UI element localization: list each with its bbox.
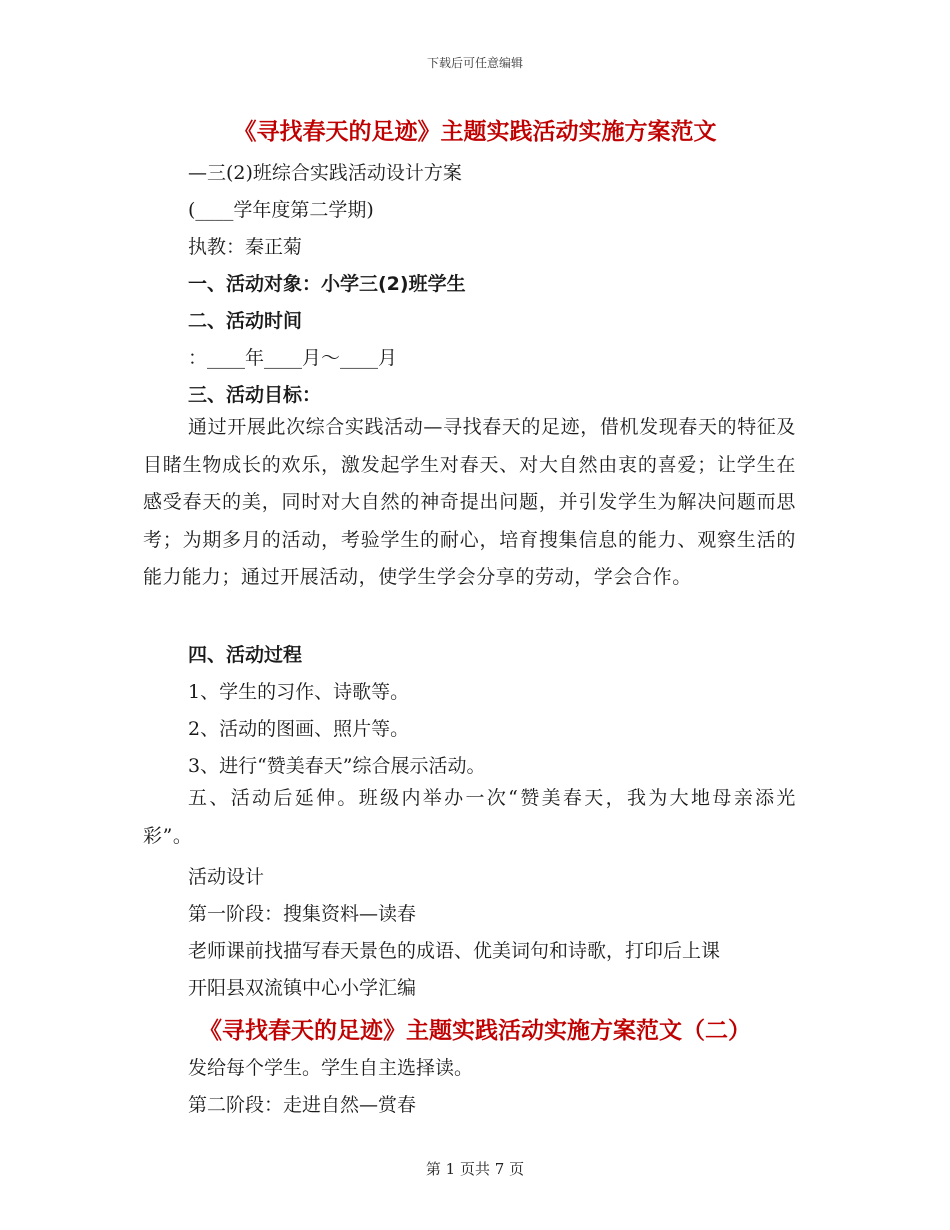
time-value: ：____年____月～____月 [188, 347, 398, 369]
after-title-2-text: 发给每个学生。学生自主选择读。 [188, 1057, 474, 1079]
school-name: 开阳县双流镇中心小学汇编 [188, 977, 417, 999]
process-item-3: 3、进行“赞美春天”综合展示活动。 [188, 755, 486, 777]
stage-1-heading: 第一阶段：搜集资料—读春 [188, 903, 417, 925]
stage-1-text: 老师课前找描写春天景色的成语、优美词句和诗歌，打印后上课 [188, 940, 721, 962]
page-footer: 第 1 页共 7 页 [425, 1160, 525, 1178]
document-title: 《寻找春天的足迹》主题实践活动实施方案范文 [233, 119, 717, 145]
section-time-heading: 二、活动时间 [188, 310, 303, 332]
process-item-1: 1、学生的习作、诗歌等。 [188, 681, 410, 703]
document-title-2: 《寻找春天的足迹》主题实践活动实施方案范文（二） [199, 1018, 751, 1044]
extension-paragraph: 五、活动后延伸。班级内举办一次“赞美春天，我为大地母亲添光彩”。 [143, 787, 796, 847]
design-heading: 活动设计 [188, 866, 265, 888]
process-item-2: 2、活动的图画、照片等。 [188, 718, 410, 740]
section-target: 一、活动对象：小学三(2)班学生 [188, 273, 466, 295]
teacher-line: 执教：秦正菊 [188, 236, 303, 258]
subtitle: —三(2)班综合实践活动设计方案 [188, 162, 462, 184]
semester-line: (____学年度第二学期) [188, 199, 374, 221]
goal-paragraph: 通过开展此次综合实践活动—寻找春天的足迹，借机发现春天的特征及目睹生物成长的欢乐，激发起学生对春天、对大自然由衷的喜爱；让学生在感受春天的美，同时对大自然的神奇提出问题，并引发学生为解决问题而思考；为期多月的活动，考验学生的耐心，培育搜集信息的能力、观察生活的能力能力；通过开展活动，使学生学会分享的劳动，学会合作。 [143, 416, 796, 588]
section-goal-heading: 三、活动目标： [188, 384, 322, 406]
stage-2-heading: 第二阶段：走进自然—赏春 [188, 1094, 417, 1116]
header-note: 下载后可任意编辑 [426, 56, 523, 70]
section-process-heading: 四、活动过程 [188, 644, 303, 666]
